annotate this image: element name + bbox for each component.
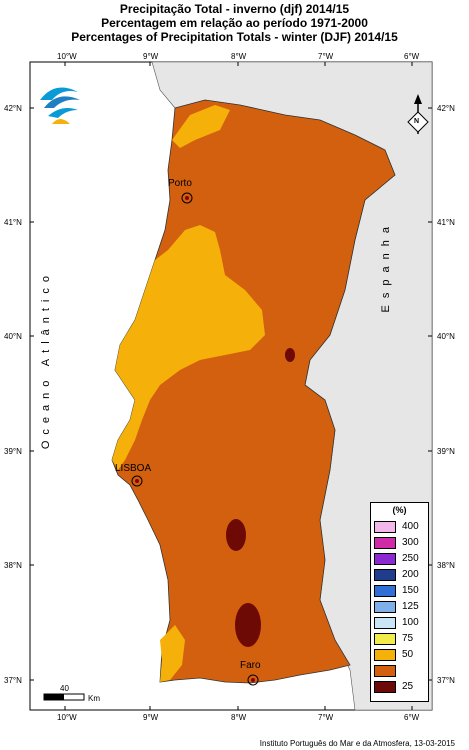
legend xyxy=(370,502,429,702)
legend-label: 400 xyxy=(402,521,419,532)
legend-swatch xyxy=(374,617,396,629)
legend-item xyxy=(374,535,426,551)
legend-label: 150 xyxy=(402,585,419,596)
legend-label: 75 xyxy=(402,633,414,644)
scale-bar-unit: Km xyxy=(88,694,100,703)
legend-label: 200 xyxy=(402,569,419,580)
city-label-porto: Porto xyxy=(168,178,192,189)
lon-label-bottom-4: 7°W xyxy=(318,713,334,722)
legend-swatch xyxy=(374,633,396,645)
legend-item xyxy=(374,551,426,567)
lat-label-left-2: 41°N xyxy=(4,218,22,227)
legend-swatch xyxy=(374,521,396,533)
legend-swatch xyxy=(374,553,396,565)
lat-label-right-6: 37°N xyxy=(437,676,455,685)
spain-label: Espanha xyxy=(380,220,392,313)
lon-label-bottom-5: 6°W xyxy=(404,713,420,722)
lon-label-top-4: 7°W xyxy=(318,52,334,61)
lat-label-right-2: 41°N xyxy=(437,218,455,227)
lon-label-bottom-1: 10°W xyxy=(57,713,77,722)
lat-label-right-4: 39°N xyxy=(437,447,455,456)
legend-label: 125 xyxy=(402,601,419,612)
city-label-lisboa: LISBOA xyxy=(115,463,152,474)
precip-zone-dark-3 xyxy=(285,348,295,362)
legend-swatch xyxy=(374,649,396,661)
legend-label: 300 xyxy=(402,537,419,548)
city-label-faro: Faro xyxy=(240,660,261,671)
legend-item xyxy=(374,615,426,631)
credit-text: Instituto Português do Mar e da Atmosfera, 13-03-2015 xyxy=(259,739,455,748)
legend-item xyxy=(374,679,426,695)
legend-swatch xyxy=(374,537,396,549)
lon-label-top-1: 10°W xyxy=(57,52,77,61)
title-line-2: Percentagem em relação ao período 1971-2000 xyxy=(101,16,368,30)
lat-label-left-1: 42°N xyxy=(4,104,22,113)
lat-label-left-5: 38°N xyxy=(4,561,22,570)
lon-label-bottom-2: 9°W xyxy=(143,713,159,722)
title-line-3: Percentages of Precipitation Totals - winter (DJF) 2014/15 xyxy=(71,30,398,44)
precip-zone-dark-1 xyxy=(226,519,246,551)
legend-label: 50 xyxy=(402,649,414,660)
lat-label-left-4: 39°N xyxy=(4,447,22,456)
precip-zone-dark-2 xyxy=(235,603,261,647)
legend-label: 25 xyxy=(402,681,414,692)
legend-swatch xyxy=(374,569,396,581)
legend-swatch xyxy=(374,601,396,613)
legend-item xyxy=(374,583,426,599)
legend-label: 250 xyxy=(402,553,419,564)
lat-label-left-3: 40°N xyxy=(4,332,22,341)
lat-label-right-1: 42°N xyxy=(437,104,455,113)
north-arrow-letter: N xyxy=(414,118,420,125)
scale-bar-value: 40 xyxy=(60,684,69,693)
legend-item xyxy=(374,519,426,535)
legend-item xyxy=(374,599,426,615)
lat-label-right-3: 40°N xyxy=(437,332,455,341)
legend-swatch xyxy=(374,665,396,677)
lon-label-top-2: 9°W xyxy=(143,52,159,61)
legend-item xyxy=(374,631,426,647)
legend-item xyxy=(374,647,426,663)
legend-swatch xyxy=(374,585,396,597)
lat-label-right-5: 38°N xyxy=(437,561,455,570)
legend-title: (%) xyxy=(392,505,407,515)
title-line-1: Precipitação Total - inverno (djf) 2014/15 xyxy=(119,2,350,16)
legend-item xyxy=(374,663,426,679)
legend-item xyxy=(374,567,426,583)
lon-label-bottom-3: 8°W xyxy=(231,713,247,722)
legend-label: 100 xyxy=(402,617,419,628)
legend-swatch xyxy=(374,681,396,693)
ocean-label: Oceano Atlântico xyxy=(40,270,52,450)
lat-label-left-6: 37°N xyxy=(4,676,22,685)
scale-bar xyxy=(44,694,84,700)
lon-label-top-5: 6°W xyxy=(404,52,420,61)
lon-label-top-3: 8°W xyxy=(231,52,247,61)
